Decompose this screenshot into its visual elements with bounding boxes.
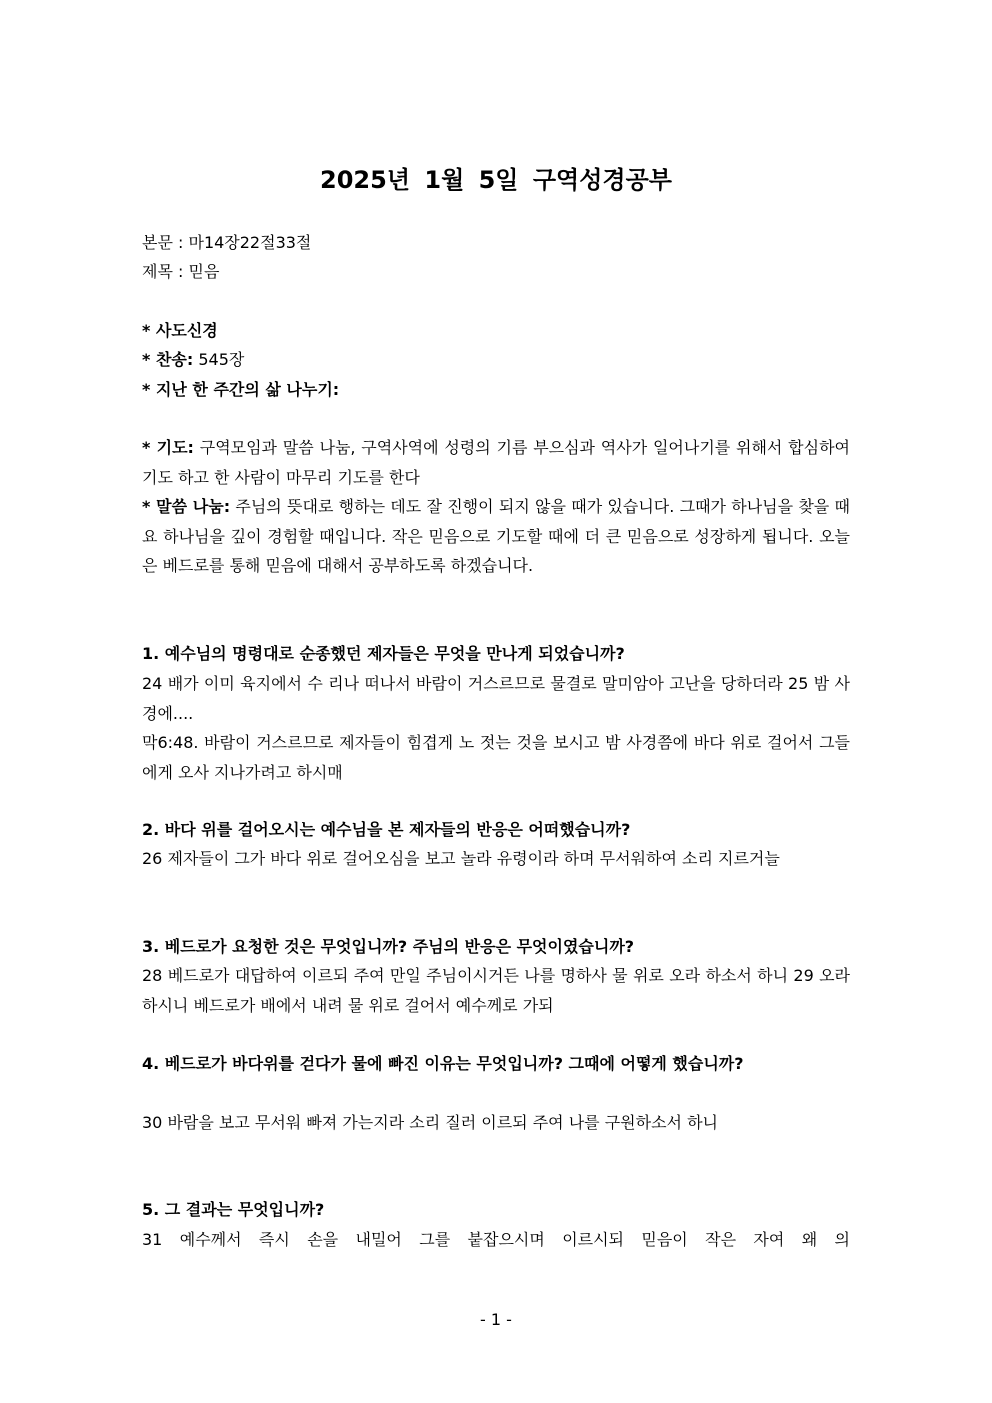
document-title: 2025년 1월 5일 구역성경공부 xyxy=(320,166,672,194)
question-1: 1. 예수님의 명령대로 순종했던 제자들은 무엇을 만나게 되었습니까? xyxy=(142,644,625,663)
question-2: 2. 바다 위를 걸어오시는 예수님을 본 제자들의 반응은 어떠했습니까? xyxy=(142,820,631,839)
prayer-paragraph xyxy=(142,433,850,492)
hymn-label: * 찬송: xyxy=(142,350,194,369)
subject-label: 제목 : xyxy=(142,262,189,281)
answer-1-cross-reference: 막6:48. 바람이 거스르므로 제자들이 힘겹게 노 젓는 것을 보시고 밤 사경쯤에 바다 위로 걸어서 그들에게 오사 지나가려고 하시매 xyxy=(142,733,850,782)
word-sharing-paragraph xyxy=(142,492,850,581)
answer-2: 26 제자들이 그가 바다 위로 걸어오심을 보고 놀라 유령이라 하며 무서워하여 소리 지르거늘 xyxy=(142,849,780,868)
sharing-line: * 지난 한 주간의 삶 나누기: xyxy=(142,380,340,399)
creed-line: * 사도신경 xyxy=(142,321,218,340)
hymn-line xyxy=(142,345,850,375)
word-sharing-label: * 말씀 나눔: xyxy=(142,497,231,516)
page-number: - 1 - xyxy=(480,1310,512,1329)
question-5: 5. 그 결과는 무엇입니까? xyxy=(142,1200,325,1219)
word-sharing-text: 주님의 뜻대로 행하는 데도 잘 진행이 되지 않을 때가 있습니다. 그때가 하나님을 찾을 때요 하나님을 깊이 경험할 때입니다. 작은 믿음으로 기도할 때에 더 큰 믿음으로 성장하게 됩니다. 오늘은 베드로를 통해 믿음에 대해서 공부하도록 하겠습니다. xyxy=(142,497,850,576)
scripture-label: 본문 : xyxy=(142,233,189,252)
answer-1-verse: 24 배가 이미 육지에서 수 리나 떠나서 바람이 거스르므로 물결로 말미암아 고난을 당하더라 25 밤 사경에.... xyxy=(142,674,850,723)
answer-4: 30 바람을 보고 무서워 빠져 가는지라 소리 질러 이르되 주여 나를 구원하소서 하니 xyxy=(142,1113,718,1132)
subject-value: 믿음 xyxy=(188,262,220,281)
subject-line xyxy=(142,257,850,287)
answer-5: 31 예수께서 즉시 손을 내밀어 그를 붙잡으시며 이르시되 믿음이 작은 자여 왜 의 xyxy=(142,1230,850,1249)
prayer-label: * 기도: xyxy=(142,438,194,457)
scripture-value: 마14장22절33절 xyxy=(188,233,312,252)
question-3: 3. 베드로가 요청한 것은 무엇입니까? 주님의 반응은 무엇이였습니까? xyxy=(142,937,635,956)
answer-3: 28 베드로가 대답하여 이르되 주여 만일 주님이시거든 나를 명하사 물 위로 오라 하소서 하니 29 오라 하시니 베드로가 배에서 내려 물 위로 걸어서 예수께로 가되 xyxy=(142,966,850,1015)
question-4: 4. 베드로가 바다위를 걷다가 물에 빠진 이유는 무엇입니까? 그때에 어떻게 했습니까? xyxy=(142,1054,744,1073)
scripture-line xyxy=(142,228,850,258)
prayer-text: 구역모임과 말씀 나눔, 구역사역에 성령의 기름 부으심과 역사가 일어나기를 위해서 합심하여 기도 하고 한 사람이 마무리 기도를 한다 xyxy=(142,438,850,487)
hymn-value: 545장 xyxy=(193,350,245,369)
